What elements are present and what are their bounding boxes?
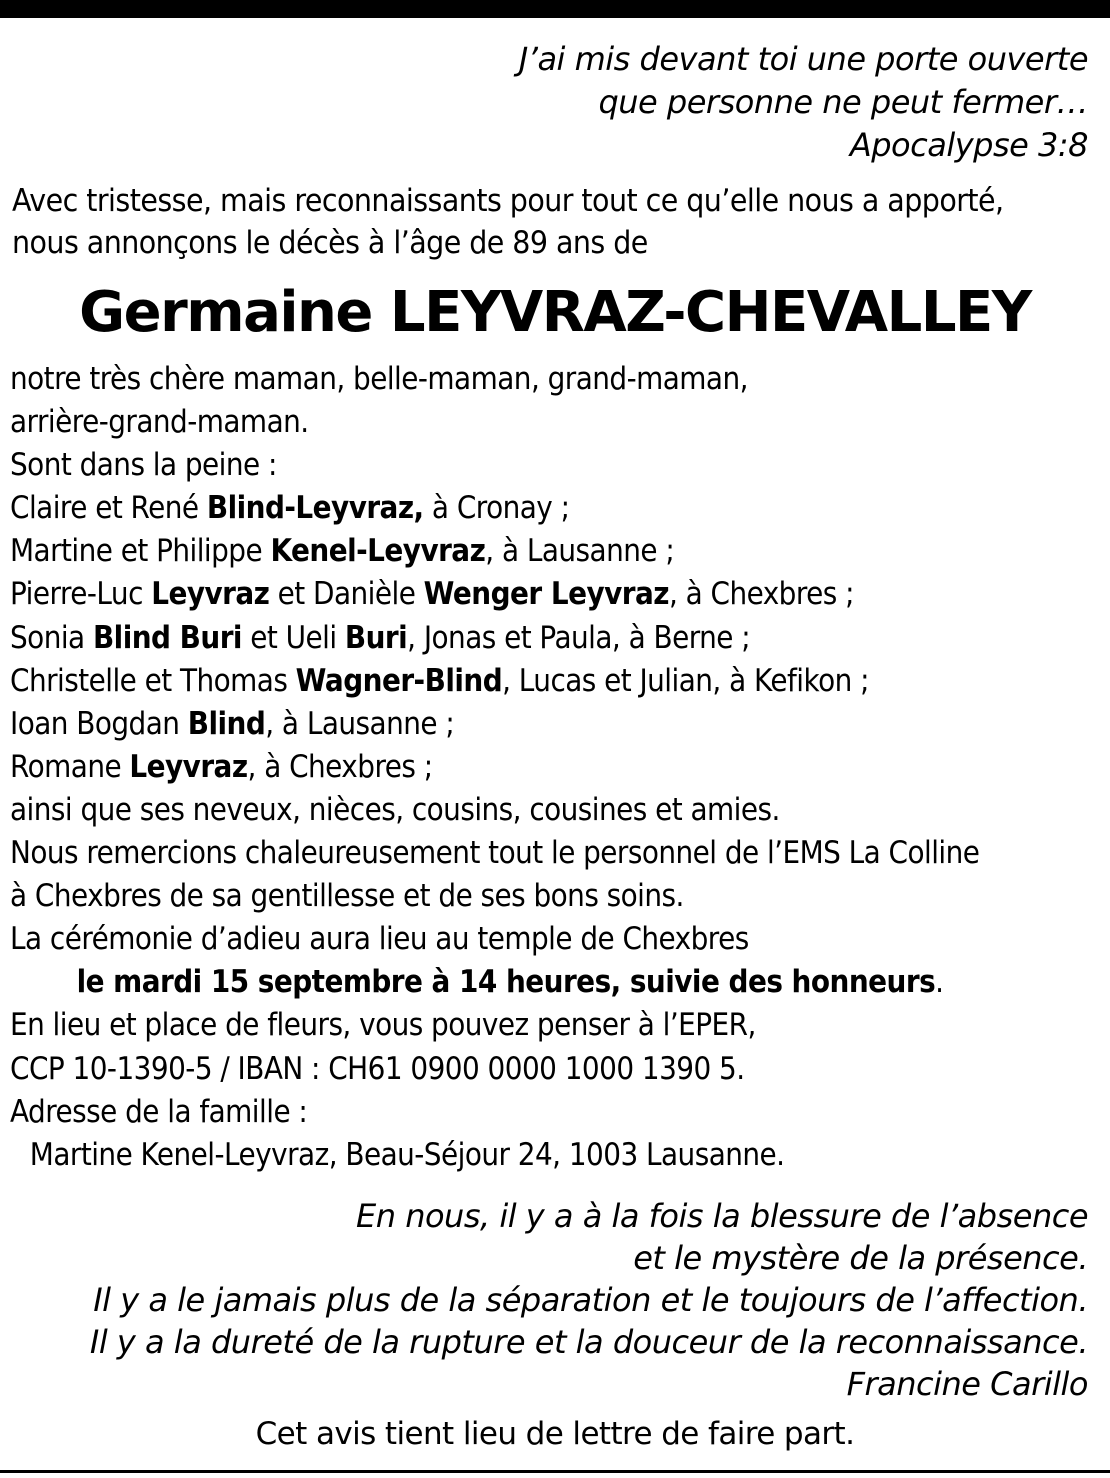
announcement-intro bbox=[12, 180, 1004, 264]
quote-author: Francine Carillo bbox=[846, 1365, 1088, 1403]
mourner-text: , à Chexbres ; bbox=[247, 748, 433, 785]
ceremony-intro: La cérémonie d’adieu aura lieu au temple de Chexbres bbox=[10, 921, 749, 958]
mourner-surname: Blind-Leyvraz, bbox=[206, 490, 424, 527]
mourner-text: et Ueli bbox=[241, 619, 345, 656]
mourner-line bbox=[10, 746, 979, 789]
mourner-line bbox=[10, 660, 979, 703]
donation-line: CCP 10-1390-5 / IBAN : CH61 0900 0000 1000 1390 5. bbox=[10, 1050, 745, 1087]
deceased-name: Germaine LEYVRAZ-CHEVALLEY bbox=[79, 280, 1031, 345]
mourner-line bbox=[10, 573, 979, 616]
mourner-text: Romane bbox=[10, 748, 130, 785]
mourner-text: , Lucas et Julian, à Kefikon ; bbox=[502, 662, 869, 699]
thanks-line: Nous remercions chaleureusement tout le personnel de l’EMS La Colline bbox=[10, 835, 980, 872]
mourner-surname: Kenel-Leyvraz bbox=[270, 533, 486, 570]
mourner-surname: Blind bbox=[187, 705, 266, 742]
mourner-text: , à Lausanne ; bbox=[265, 705, 455, 742]
quote-line: et le mystère de la présence. bbox=[633, 1239, 1088, 1277]
quote-line: Il y a le jamais plus de la séparation et le toujours de l’affection. bbox=[93, 1281, 1088, 1319]
ceremony-date bbox=[10, 961, 979, 1004]
relatives-line: ainsi que ses neveux, nièces, cousins, cousines et amies. bbox=[10, 791, 780, 828]
thanks-line: à Chexbres de sa gentillesse et de ses bons soins. bbox=[10, 878, 684, 915]
donation-line: En lieu et place de fleurs, vous pouvez penser à l’EPER, bbox=[10, 1007, 756, 1044]
quote-line: En nous, il y a à la fois la blessure de l’absence bbox=[356, 1197, 1088, 1235]
family-address-heading: Adresse de la famille : bbox=[10, 1093, 308, 1130]
mourner-line bbox=[10, 487, 979, 530]
epigraph bbox=[519, 38, 1088, 167]
mourner-surname: Leyvraz bbox=[151, 576, 270, 613]
mourners-list bbox=[10, 487, 979, 789]
mourner-text: Christelle et Thomas bbox=[10, 662, 296, 699]
epigraph-line: que personne ne peut fermer… bbox=[598, 83, 1088, 121]
mourner-surname: Blind Buri bbox=[92, 619, 242, 656]
mourner-text: Sonia bbox=[10, 619, 93, 656]
mourner-text: à Cronay ; bbox=[423, 490, 570, 527]
mourner-text: Ioan Bogdan bbox=[10, 705, 188, 742]
mourner-line bbox=[10, 530, 979, 573]
closing-quote bbox=[90, 1195, 1088, 1405]
mourner-surname: Wenger Leyvraz bbox=[423, 576, 669, 613]
mourner-text: , à Lausanne ; bbox=[485, 533, 675, 570]
footer-note: Cet avis tient lieu de lettre de faire part. bbox=[255, 1416, 855, 1452]
mourner-line bbox=[10, 617, 979, 660]
epigraph-reference: Apocalypse 3:8 bbox=[849, 126, 1088, 164]
description-line: notre très chère maman, belle-maman, grand-maman, bbox=[10, 361, 748, 397]
intro-line: nous annonçons le décès à l’âge de 89 ans de bbox=[12, 225, 648, 261]
mourner-line bbox=[10, 703, 979, 746]
mourner-text: Pierre-Luc bbox=[10, 576, 152, 613]
mourner-text: Claire et René bbox=[10, 490, 207, 527]
mourner-text: , à Chexbres ; bbox=[668, 576, 854, 613]
top-border-rule bbox=[0, 0, 1110, 18]
quote-line: Il y a la dureté de la rupture et la douceur de la reconnaissance. bbox=[89, 1323, 1088, 1361]
notice-body bbox=[10, 358, 979, 1177]
bottom-border-rule bbox=[0, 1470, 1110, 1473]
mourner-surname: Buri bbox=[344, 619, 408, 656]
intro-line: Avec tristesse, mais reconnaissants pour tout ce qu’elle nous a apporté, bbox=[12, 183, 1004, 219]
mourners-heading: Sont dans la peine : bbox=[10, 447, 277, 484]
ceremony-date-text: le mardi 15 septembre à 14 heures, suivie des honneurs bbox=[76, 964, 936, 1001]
mourner-surname: Wagner-Blind bbox=[295, 662, 503, 699]
mourner-text: , Jonas et Paula, à Berne ; bbox=[407, 619, 751, 656]
ceremony-date-period: . bbox=[935, 964, 944, 1001]
epigraph-line: J’ai mis devant toi une porte ouverte bbox=[518, 40, 1088, 78]
mourner-text: et Danièle bbox=[269, 576, 424, 613]
mourner-surname: Leyvraz bbox=[129, 748, 248, 785]
mourner-text: Martine et Philippe bbox=[10, 533, 271, 570]
description-line: arrière-grand-maman. bbox=[10, 404, 309, 441]
family-address: Martine Kenel-Leyvraz, Beau-Séjour 24, 1003 Lausanne. bbox=[29, 1136, 785, 1173]
